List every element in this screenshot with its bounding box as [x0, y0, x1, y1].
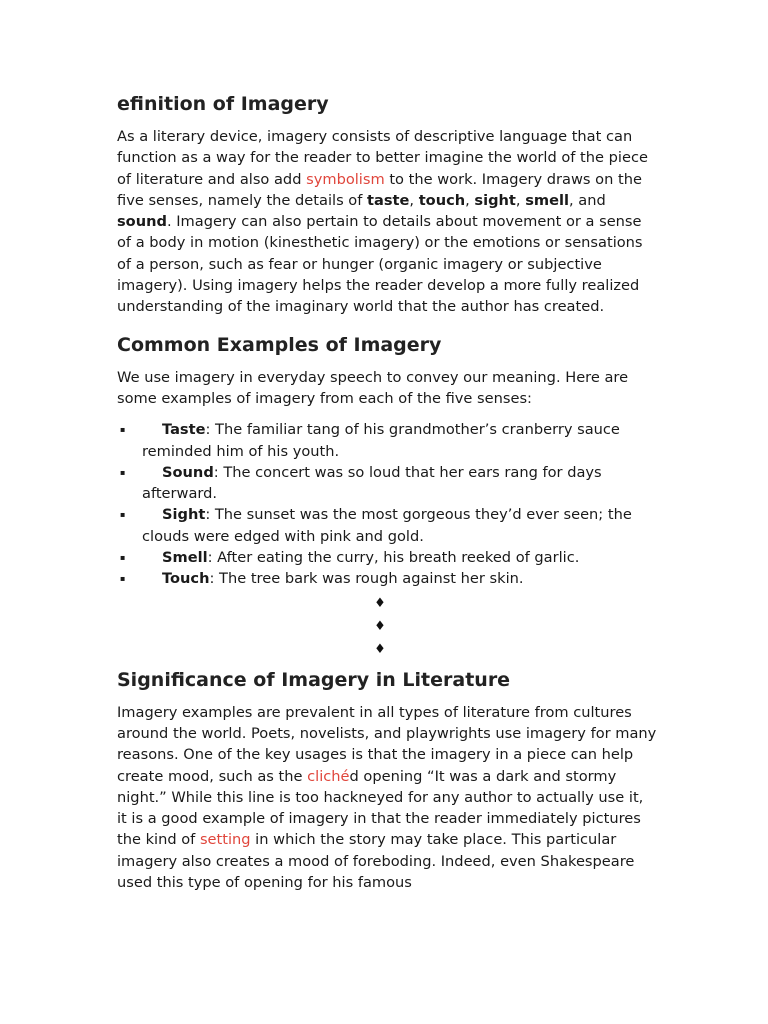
list-item [117, 462, 657, 505]
square-bullet-icon: ▪ [120, 574, 126, 584]
text-run: Imagery examples are prevalent in all types of literature from cultures around the world. Poets, novelists, and playwrights use imagery for many reasons. One of the key usages is that the imagery in a piece can help create mood, such as the [117, 703, 657, 785]
bold-term: touch [418, 191, 466, 209]
bold-term: sound [117, 213, 167, 231]
text-run: , [515, 191, 526, 209]
list-item [117, 419, 657, 462]
section-heading-significance: Significance of Imagery in Literature [117, 668, 511, 691]
list-item [117, 568, 657, 589]
glossary-link[interactable]: symbolism [306, 170, 385, 188]
sense-label: Touch [162, 570, 210, 588]
section-heading-common-examples: Common Examples of Imagery [117, 333, 442, 356]
sense-example-text: : The sunset was the most gorgeous they’d ever seen; the clouds were edged with pink and gold. [142, 506, 632, 545]
list-item [117, 547, 657, 568]
sense-label: Sound [162, 463, 214, 481]
sense-example-text: : The concert was so loud that her ears rang for days afterward. [142, 463, 602, 503]
list-item [117, 504, 657, 547]
examples-intro-paragraph: We use imagery in everyday speech to convey our meaning. Here are some examples of imagery from each of the five senses: [117, 368, 629, 407]
sense-label: Sight [162, 506, 206, 524]
significance-paragraph [117, 702, 657, 894]
bold-term: sight [474, 191, 516, 209]
bold-term: smell [525, 191, 569, 209]
text-run: , [465, 191, 475, 209]
diamond-icon: ♦ [374, 595, 386, 611]
square-bullet-icon: ▪ [120, 553, 126, 563]
square-bullet-icon: ▪ [120, 467, 126, 477]
sense-label: Smell [162, 549, 208, 567]
article-body [117, 91, 657, 893]
square-bullet-icon: ▪ [120, 425, 126, 435]
diamond-separator [117, 592, 643, 661]
sense-example-text: : After eating the curry, his breath reeked of garlic. [207, 549, 580, 567]
glossary-link[interactable]: cliché [307, 767, 350, 785]
glossary-link[interactable]: setting [199, 831, 251, 849]
text-run: As a literary device, imagery consists of descriptive language that can function as a way for the reader to better imagine the world of the piece of literature and also add [117, 128, 648, 188]
five-senses-list [117, 419, 657, 589]
sense-label: Taste [162, 421, 206, 439]
text-run: . Imagery can also pertain to details about movement or a sense of a body in motion (kinesthetic imagery) or the emotions or sensations of a person, such as fear or hunger (organic imagery or subjective imagery). Using imagery helps the reader develop a more fully realized understanding of the imaginary world that the author has created. [117, 213, 643, 316]
diamond-icon: ♦ [374, 618, 386, 634]
text-run: , and [569, 191, 606, 209]
square-bullet-icon: ▪ [120, 510, 126, 520]
sense-example-text: : The familiar tang of his grandmother’s cranberry sauce reminded him of his youth. [142, 421, 620, 460]
diamond-icon: ♦ [374, 641, 386, 657]
section-heading-definition: efinition of Imagery [117, 93, 329, 115]
sense-example-text: : The tree bark was rough against her skin. [209, 570, 524, 588]
text-run: in which the story may take place. This particular imagery also creates a mood of foreboding. Indeed, even Shakespeare used this type of opening for his famous [117, 831, 635, 892]
text-run: d opening “It was a dark and stormy night.” While this line is too hackneyed for any author to actually use it, it is a good example of imagery in that the reader immediately pictures the kind of [117, 767, 644, 849]
text-run: , [409, 191, 419, 209]
bold-term: taste [367, 191, 410, 209]
text-run: to the work. Imagery draws on the five senses, namely the details of [117, 170, 642, 209]
definition-paragraph [117, 126, 657, 318]
